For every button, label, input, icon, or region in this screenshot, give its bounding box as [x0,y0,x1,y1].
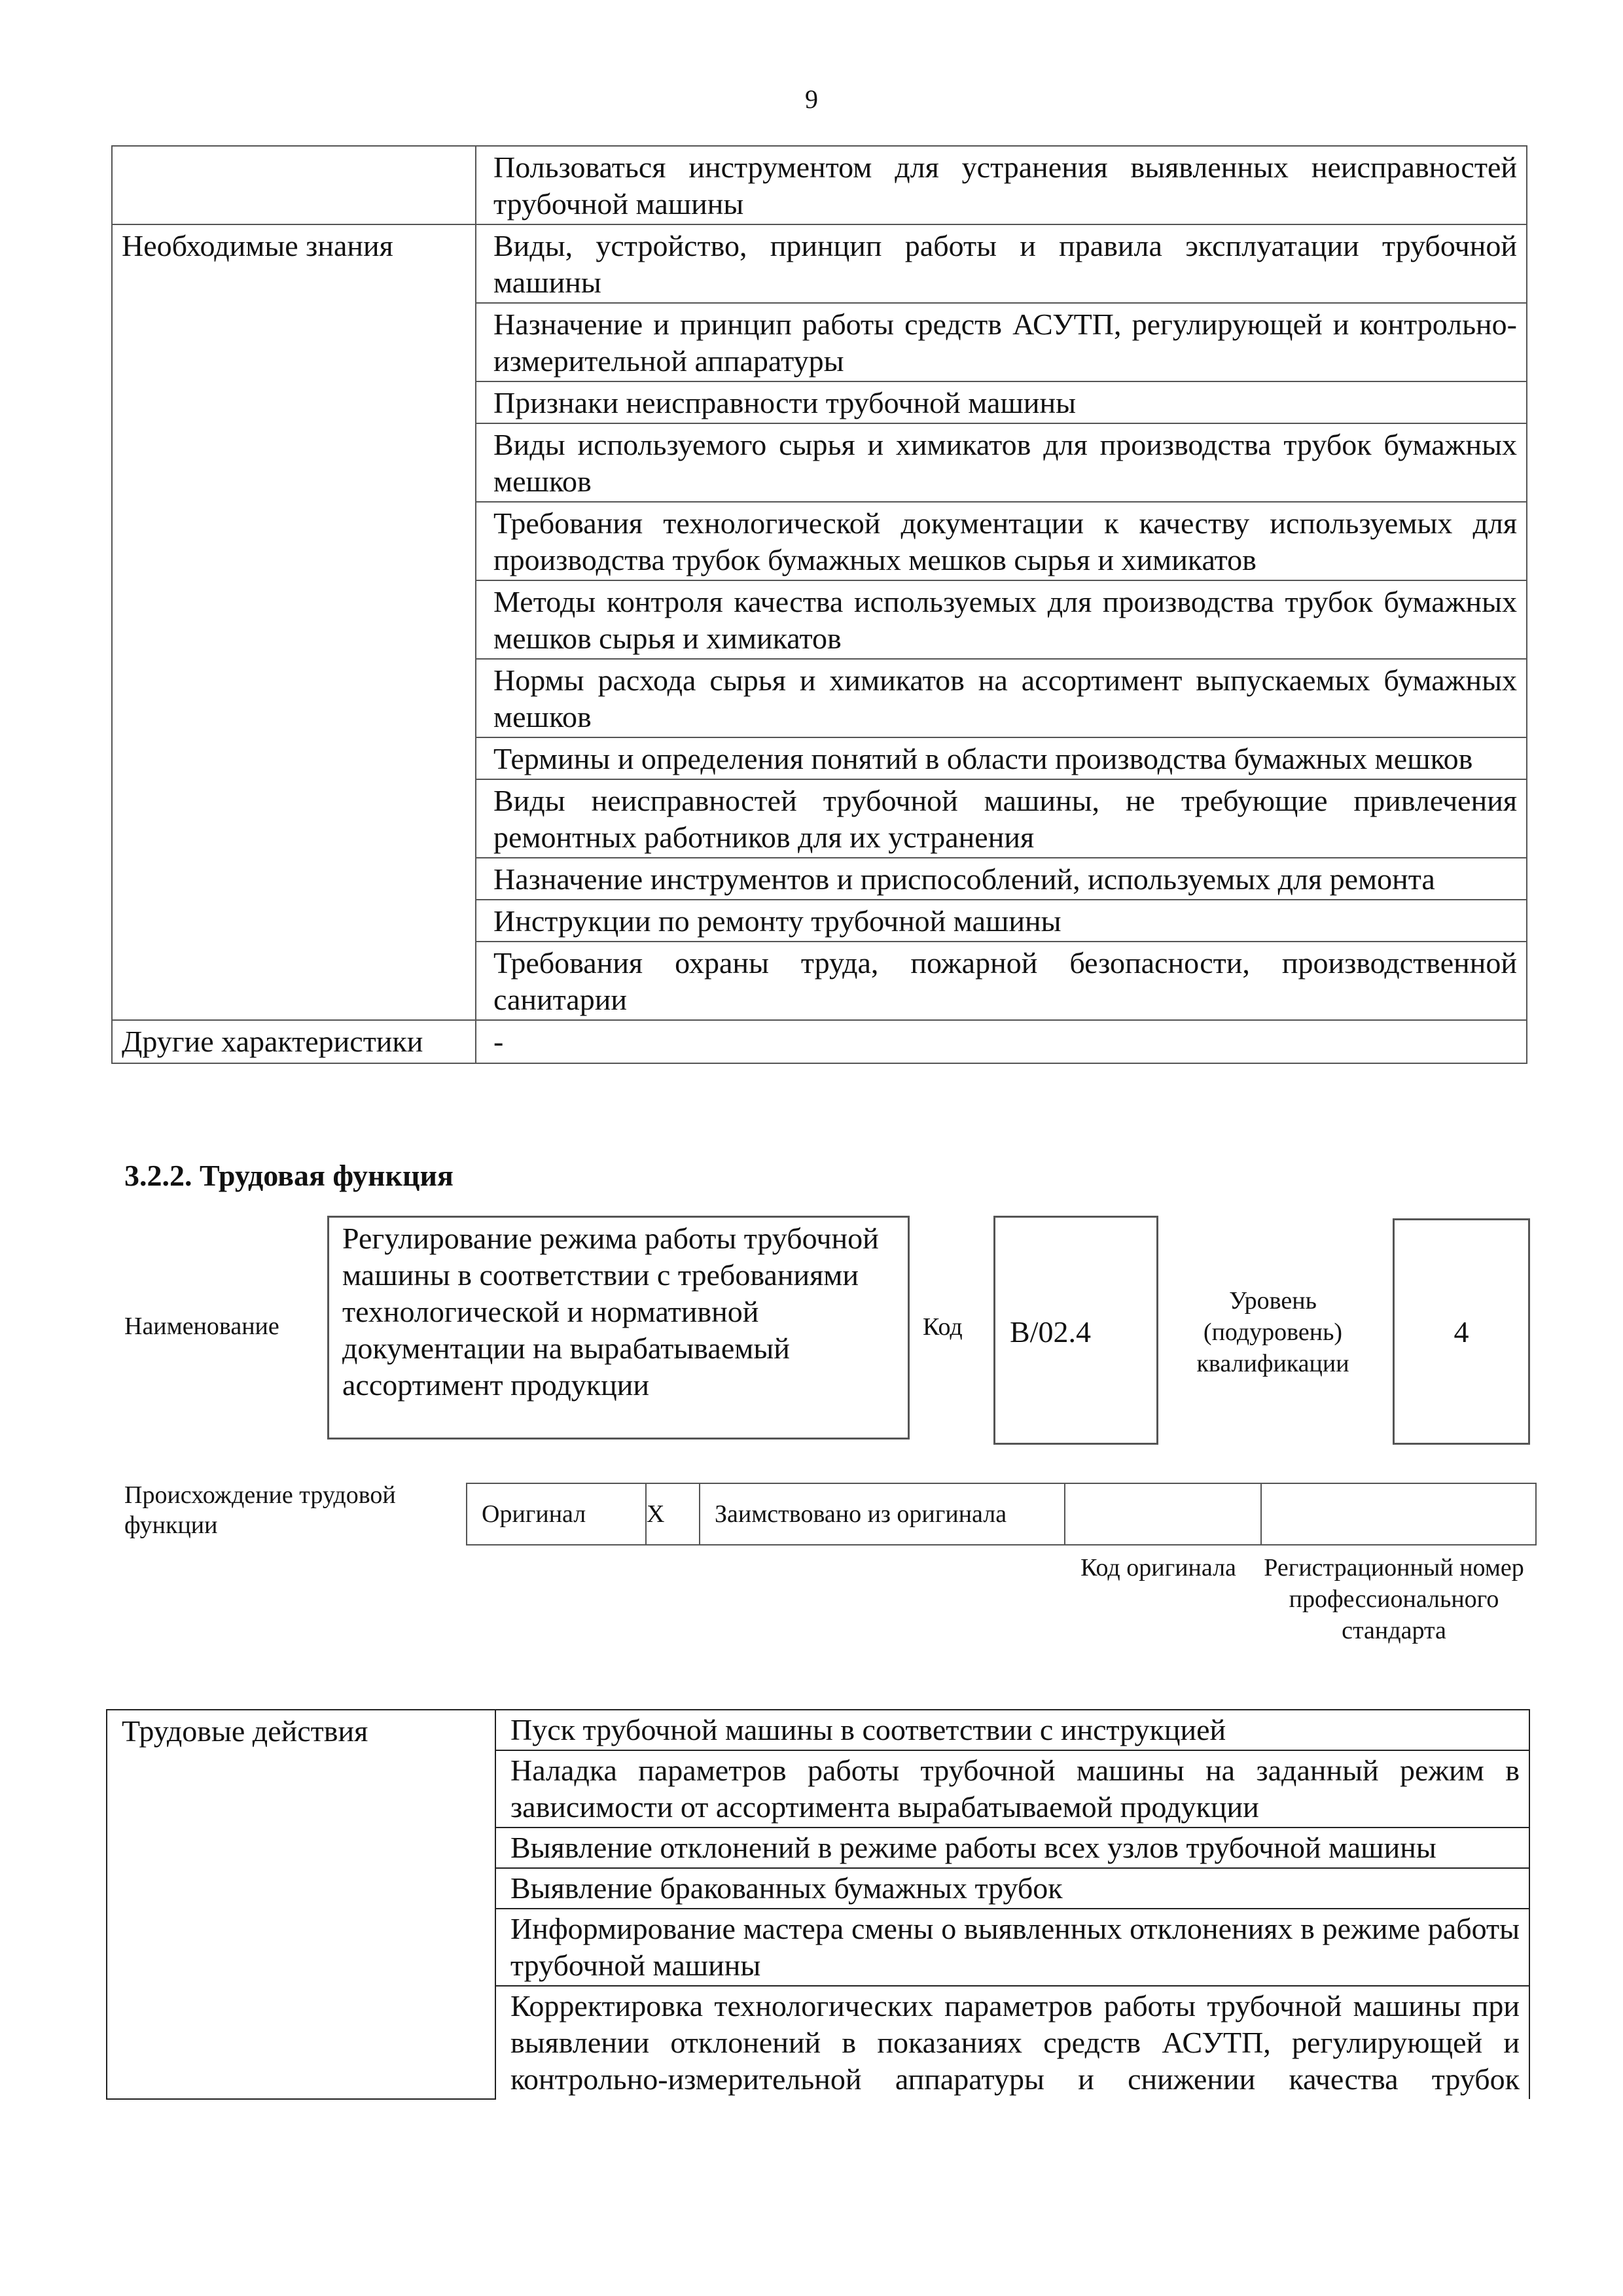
knowledge-item: Требования технологической документации к качеству используемых для производства трубок бумажных мешков сырья и химикатов [476,502,1527,580]
original-label: Оригинал [467,1483,646,1545]
knowledge-item: Назначение и принцип работы средств АСУТП, регулирующей и контрольно-измерительной аппаратуры [476,303,1527,381]
code-label: Код [923,1313,963,1341]
name-label: Наименование [124,1313,279,1340]
action-item: Информирование мастера смены о выявленных отклонениях в режиме работы трубочной машины [495,1909,1529,1986]
knowledge-item: Назначение инструментов и приспособлений, используемых для ремонта [476,858,1527,900]
level-label: Уровень (подуровень) квалификации [1196,1287,1349,1377]
knowledge-table [111,145,1527,1064]
original-code-cell [1065,1483,1261,1545]
actions-table [106,1709,1530,2100]
function-name-box: Регулирование режима работы трубочной машины в соответствии с требованиями технологической и нормативной документации на вырабатываемый ассортимент продукции [327,1216,910,1439]
borrowed-label: Заимствовано из оригинала [700,1483,1065,1545]
code-box: В/02.4 [993,1216,1158,1445]
other-value: - [476,1020,1527,1063]
original-mark: X [646,1483,700,1545]
action-item: Выявление бракованных бумажных трубок [495,1868,1529,1909]
knowledge-item: Виды, устройство, принцип работы и правила эксплуатации трубочной машины [476,224,1527,303]
knowledge-item: Виды используемого сырья и химикатов для производства трубок бумажных мешков [476,423,1527,502]
knowledge-item: Виды неисправностей трубочной машины, не требующие привлечения ремонтных работников для их устранения [476,779,1527,858]
knowledge-item: Требования охраны труда, пожарной безопасности, производственной санитарии [476,942,1527,1020]
action-item: Корректировка технологических параметров работы трубочной машины при выявлении отклонений в показаниях средств АСУТП, регулирующей и контрольно-измерительной аппаратуры и снижении качества трубок [495,1986,1529,2099]
knowledge-label: Необходимые знания [112,224,476,1020]
skill-cell: Пользоваться инструментом для устранения выявленных неисправностей трубочной машины [476,146,1527,224]
actions-label: Трудовые действия [107,1710,495,2099]
knowledge-item: Нормы расхода сырья и химикатов на ассортимент выпускаемых бумажных мешков [476,659,1527,737]
origin-table [466,1483,1537,1545]
level-box: 4 [1393,1218,1530,1445]
knowledge-item: Признаки неисправности трубочной машины [476,381,1527,423]
knowledge-item: Методы контроля качества используемых для производства трубок бумажных мешков сырья и химикатов [476,580,1527,659]
empty-label-cell [112,146,476,224]
section-heading: 3.2.2. Трудовая функция [124,1159,454,1192]
origin-label: Происхождение трудовой функции [124,1481,396,1539]
action-item: Пуск трубочной машины в соответствии с инструкцией [495,1710,1529,1750]
reg-number-caption: Регистрационный номер профессионального стандарта [1264,1554,1524,1644]
original-code-caption: Код оригинала [1080,1554,1236,1581]
reg-number-cell [1261,1483,1536,1545]
knowledge-item: Инструкции по ремонту трубочной машины [476,900,1527,942]
action-item: Наладка параметров работы трубочной машины на заданный режим в зависимости от ассортимента вырабатываемой продукции [495,1750,1529,1828]
other-label: Другие характеристики [112,1020,476,1063]
page-number: 9 [805,84,818,114]
knowledge-item: Термины и определения понятий в области производства бумажных мешков [476,737,1527,779]
action-item: Выявление отклонений в режиме работы всех узлов трубочной машины [495,1828,1529,1868]
